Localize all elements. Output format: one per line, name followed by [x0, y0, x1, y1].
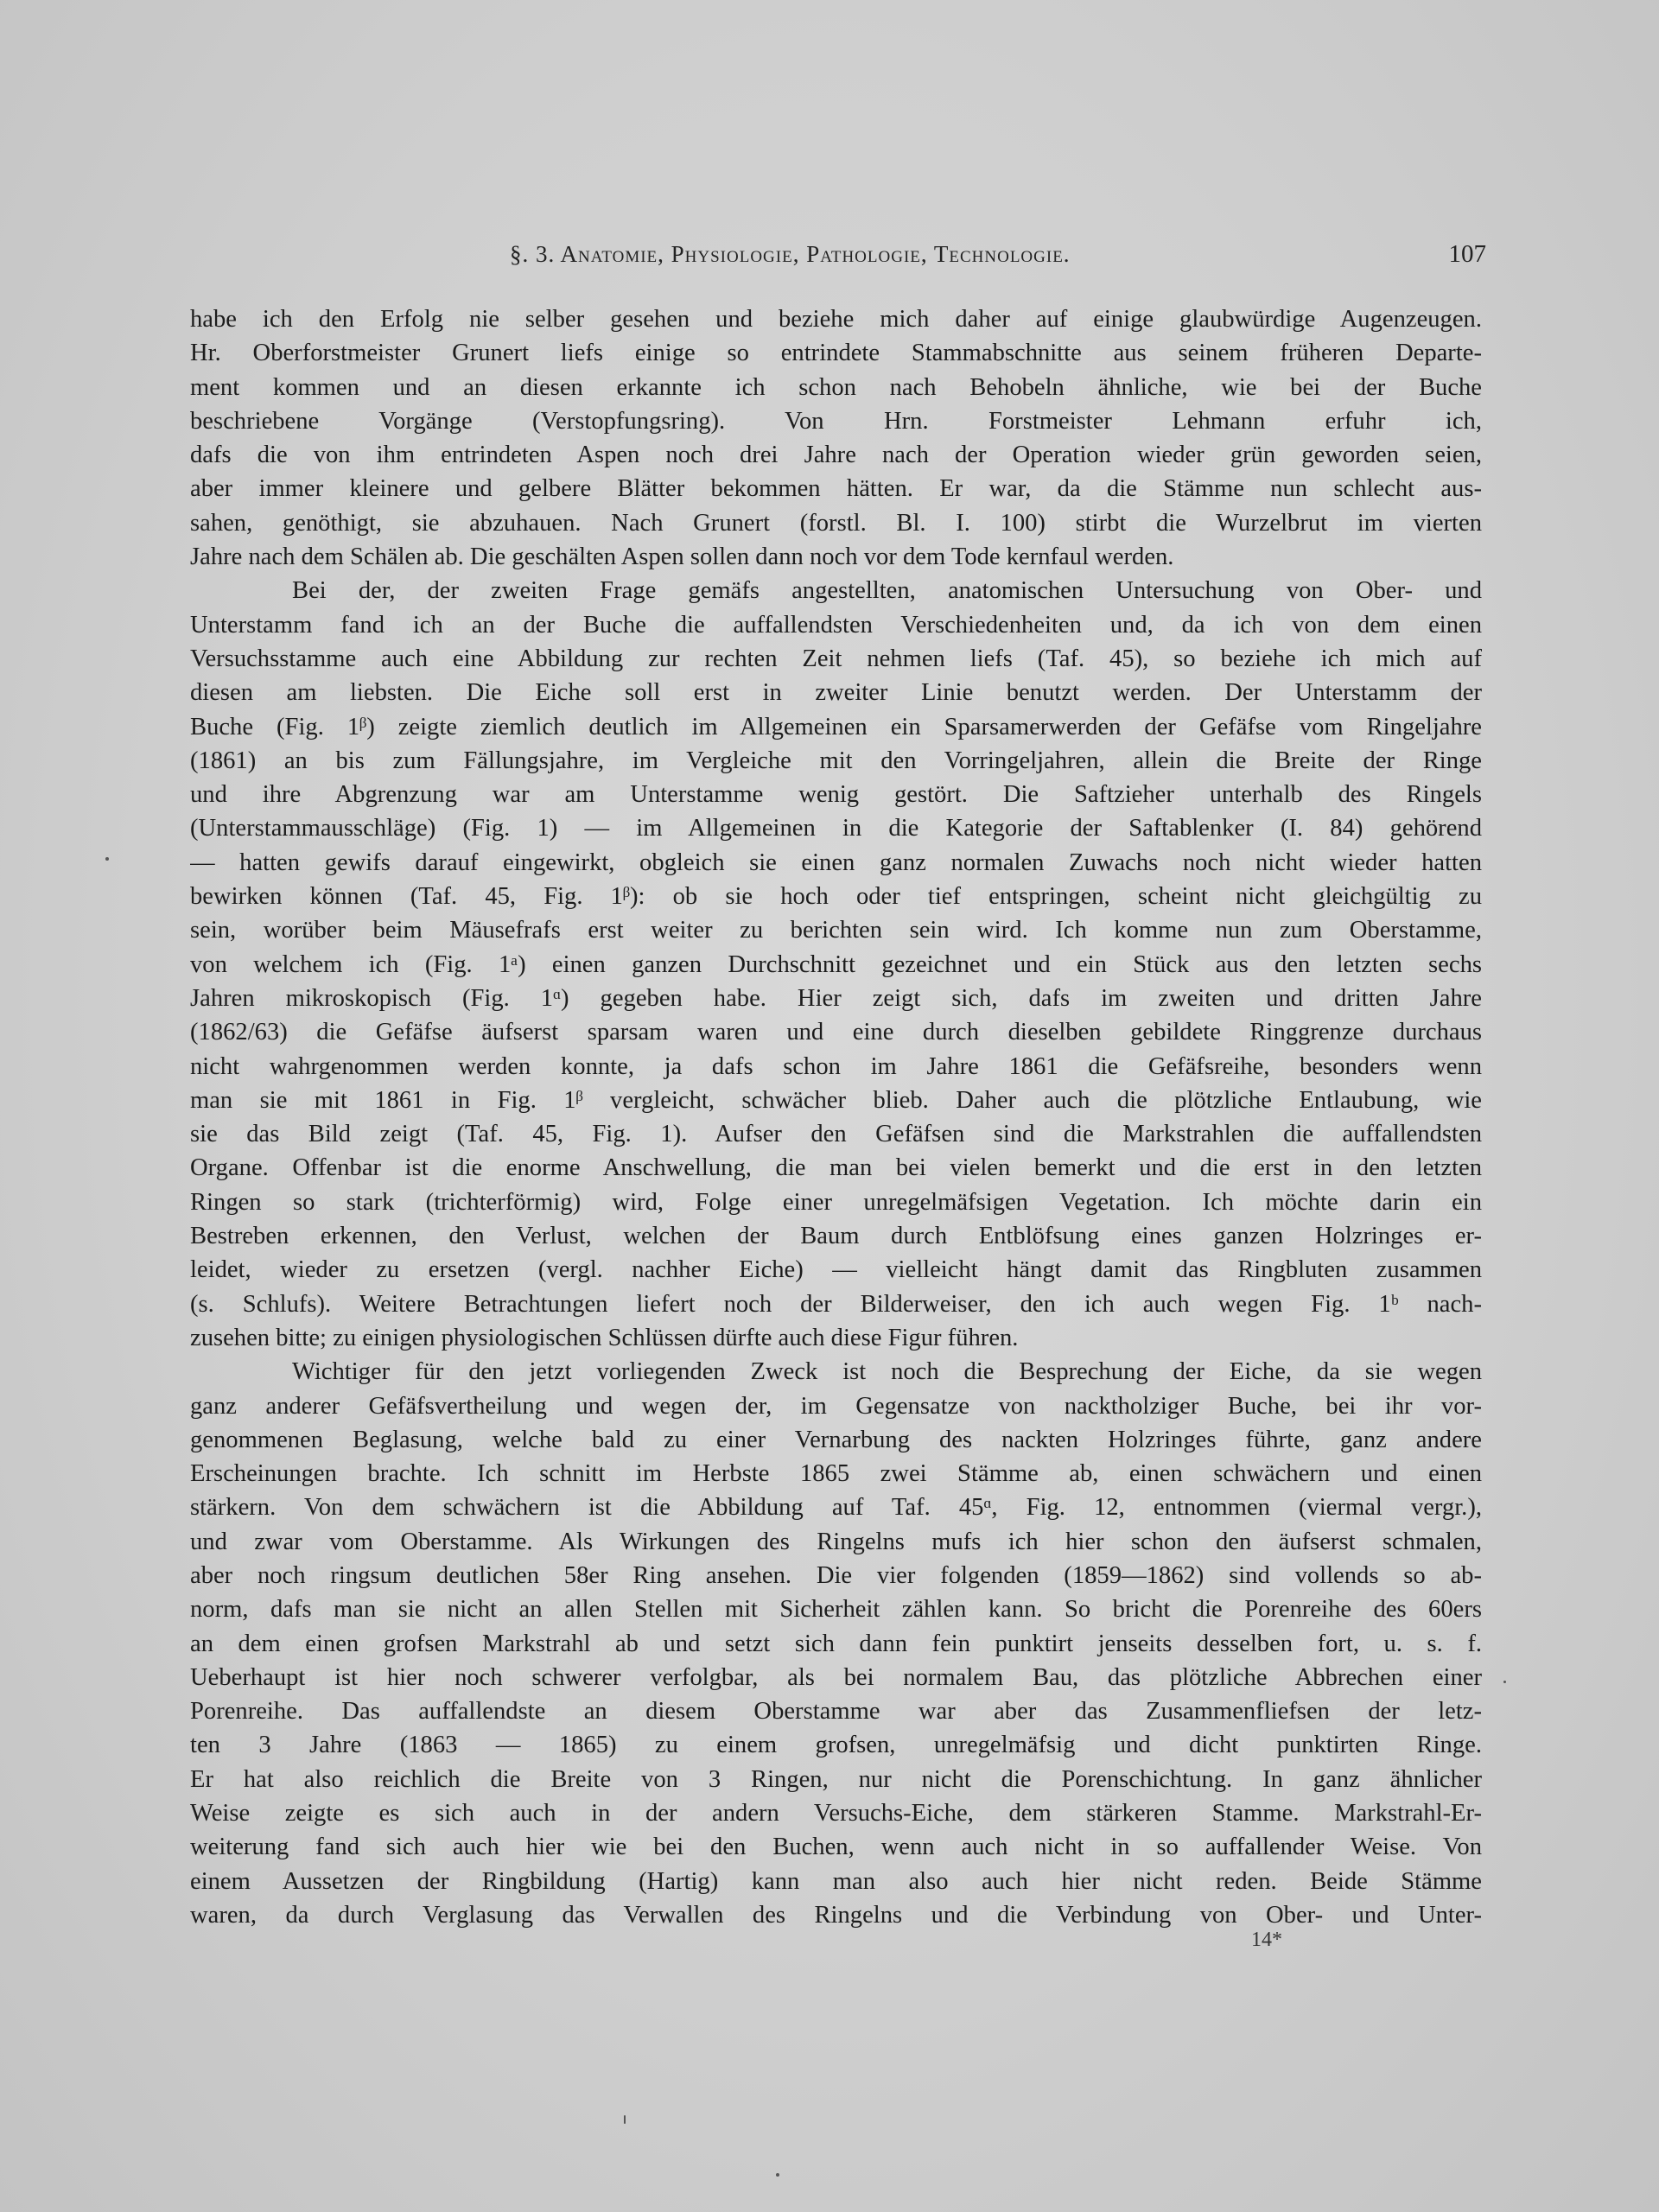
text-line: Jahre nach dem Schälen ab. Die geschälten Aspen sollen dann noch vor dem Tode kernfaul werden. — [190, 543, 1174, 571]
text-line: Bei der, der zweiten Frage gemäfs angestellten, anatomischen Untersuchung von Ober- und — [292, 577, 1482, 605]
text-line: sein, worüber beim Mäusefrafs erst weiter zu berichten sein wird. Ich komme nun zum Oberstamme, — [190, 917, 1482, 944]
text-line: aber immer kleinere und gelbere Blätter bekommen hätten. Er war, da die Stämme nun schlecht aus- — [190, 475, 1482, 503]
running-header — [510, 240, 1486, 275]
text-line: (s. Schlufs). Weitere Betrachtungen liefert noch der Bilderweiser, den ich auch wegen Fig. 1ᵇ nach- — [190, 1290, 1482, 1318]
text-line: ment kommen und an diesen erkannte ich schon nach Behobeln ähnliche, wie bei der Buche — [190, 373, 1482, 401]
text-line: und zwar vom Oberstamme. Als Wirkungen des Ringelns mufs ich hier schon den äufserst schmalen, — [190, 1528, 1482, 1555]
speck-mark — [1503, 1681, 1506, 1683]
running-title: §. 3. Anatomie, Physiologie, Pathologie, Technologie. — [510, 241, 1071, 267]
text-line: diesen am liebsten. Die Eiche soll erst in zweiter Linie benutzt werden. Der Unterstamm der — [190, 679, 1482, 707]
text-line: leidet, wieder zu ersetzen (vergl. nachher Eiche) — vielleicht hängt damit das Ringbluten zusammen — [190, 1256, 1482, 1284]
text-line: Wichtiger für den jetzt vorliegenden Zweck ist noch die Besprechung der Eiche, da sie wegen — [292, 1358, 1482, 1386]
text-line: sahen, genöthigt, sie abzuhauen. Nach Grunert (forstl. Bl. I. 100) stirbt die Wurzelbrut im vierten — [190, 509, 1482, 537]
text-line: nicht wahrgenommen werden konnte, ja dafs schon im Jahre 1861 die Gefäfsreihe, besonders wenn — [190, 1052, 1482, 1080]
text-line: weiterung fand sich auch hier wie bei den Buchen, wenn auch nicht in so auffallender Weise. Von — [190, 1834, 1482, 1861]
text-line: aber noch ringsum deutlichen 58er Ring ansehen. Die vier folgenden (1859—1862) sind vollends so ab- — [190, 1561, 1482, 1589]
text-line: Erscheinungen brachte. Ich schnitt im Herbste 1865 zwei Stämme ab, einen schwächern und einen — [190, 1460, 1482, 1488]
text-line: zusehen bitte; zu einigen physiologischen Schlüssen dürfte auch diese Figur führen. — [190, 1324, 1019, 1351]
text-line: — hatten gewifs darauf eingewirkt, obgleich sie einen ganz normalen Zuwachs noch nicht wieder hatten — [190, 849, 1482, 876]
text-line: Jahren mikroskopisch (Fig. 1ᵅ) gegeben habe. Hier zeigt sich, dafs im zweiten und dritten Jahre — [190, 984, 1482, 1012]
text-line: einem Aussetzen der Ringbildung (Hartig) kann man also auch hier nicht reden. Beide Stämme — [190, 1867, 1482, 1895]
text-line: sie das Bild zeigt (Taf. 45, Fig. 1). Aufser den Gefäfsen sind die Markstrahlen die auffallendsten — [190, 1121, 1482, 1148]
text-line: Versuchsstamme auch eine Abbildung zur rechten Zeit nehmen liefs (Taf. 45), so beziehe ich mich auf — [190, 645, 1482, 672]
text-line: beschriebene Vorgänge (Verstopfungsring). Von Hrn. Forstmeister Lehmann erfuhr ich, — [190, 407, 1482, 435]
text-line: Organe. Offenbar ist die enorme Anschwellung, die man bei vielen bemerkt und die erst in den letzten — [190, 1154, 1482, 1182]
text-line: bewirken können (Taf. 45, Fig. 1ᵝ): ob sie hoch oder tief entspringen, scheint nicht gleichgültig zu — [190, 883, 1482, 911]
text-line: Unterstamm fand ich an der Buche die auffallendsten Verschiedenheiten und, da ich von dem einen — [190, 611, 1482, 639]
text-line: von welchem ich (Fig. 1ᵃ) einen ganzen Durchschnitt gezeichnet und ein Stück aus den letzten sechs — [190, 950, 1482, 978]
text-line: norm, dafs man sie nicht an allen Stellen mit Sicherheit zählen kann. So bricht die Porenreihe des 60ers — [190, 1596, 1482, 1624]
text-line: Ringen so stark (trichterförmig) wird, Folge einer unregelmäfsigen Vegetation. Ich möchte darin ein — [190, 1188, 1482, 1216]
text-line: waren, da durch Verglasung das Verwallen des Ringelns und die Verbindung von Ober- und Unter- — [190, 1901, 1482, 1929]
text-line: Weise zeigte es sich auch in der andern Versuchs-Eiche, dem stärkeren Stamme. Markstrahl-Er- — [190, 1800, 1482, 1827]
speck-mark — [624, 2115, 626, 2124]
body-text — [190, 302, 1482, 1932]
text-line: und ihre Abgrenzung war am Unterstamme wenig gestört. Die Saftzieher unterhalb des Ringels — [190, 781, 1482, 809]
signature-mark: 14* — [1251, 1929, 1282, 1951]
text-line: habe ich den Erfolg nie selber gesehen und beziehe mich daher auf einige glaubwürdige Augenzeugen. — [190, 306, 1482, 333]
speck-mark — [776, 2173, 779, 2177]
page-number: 107 — [1448, 240, 1486, 268]
speck-mark — [105, 857, 109, 861]
text-line: dafs die von ihm entrindeten Aspen noch drei Jahre nach der Operation wieder grün geworden seien, — [190, 442, 1482, 469]
text-line: ganz anderer Gefäfsvertheilung und wegen der, im Gegensatze von nacktholziger Buche, bei ihr vor- — [190, 1392, 1482, 1420]
text-line: genommenen Beglasung, welche bald zu einer Vernarbung des nackten Holzringes führte, ganz andere — [190, 1426, 1482, 1453]
text-line: (Unterstammausschläge) (Fig. 1) — im Allgemeinen in die Kategorie der Saftablenker (I. 84) gehörend — [190, 815, 1482, 842]
text-line: Porenreihe. Das auffallendste an diesem Oberstamme war aber das Zusammenfliefsen der letz- — [190, 1698, 1482, 1726]
text-line: (1861) an bis zum Fällungsjahre, im Vergleiche mit den Vorringeljahren, allein die Breite der Ringe — [190, 747, 1482, 774]
text-line: man sie mit 1861 in Fig. 1ᵝ vergleicht, schwächer blieb. Daher auch die plötzliche Entlaubung, wie — [190, 1086, 1482, 1114]
text-line: stärkern. Von dem schwächern ist die Abbildung auf Taf. 45ᵅ, Fig. 12, entnommen (viermal vergr.), — [190, 1494, 1482, 1522]
text-line: ten 3 Jahre (1863 — 1865) zu einem grofsen, unregelmäfsig und dicht punktirten Ringe. — [190, 1732, 1482, 1759]
text-line: Hr. Oberforstmeister Grunert liefs einige so entrindete Stammabschnitte aus seinem früheren Departe- — [190, 340, 1482, 367]
text-line: Buche (Fig. 1ᵝ) zeigte ziemlich deutlich im Allgemeinen ein Sparsamerwerden der Gefäfse vom Ringeljahre — [190, 713, 1482, 741]
text-line: Bestreben erkennen, den Verlust, welchen der Baum durch Entblöfsung eines ganzen Holzringes er- — [190, 1223, 1482, 1250]
text-line: (1862/63) die Gefäfse äufserst sparsam waren und eine durch dieselben gebildete Ringgrenze durchaus — [190, 1019, 1482, 1046]
text-line: an dem einen grofsen Markstrahl ab und setzt sich dann fein punktirt jenseits desselben fort, u. s. f. — [190, 1630, 1482, 1657]
text-line: Ueberhaupt ist hier noch schwerer verfolgbar, als bei normalem Bau, das plötzliche Abbrechen einer — [190, 1663, 1482, 1691]
text-line: Er hat also reichlich die Breite von 3 Ringen, nur nicht die Porenschichtung. In ganz ähnlicher — [190, 1765, 1482, 1793]
